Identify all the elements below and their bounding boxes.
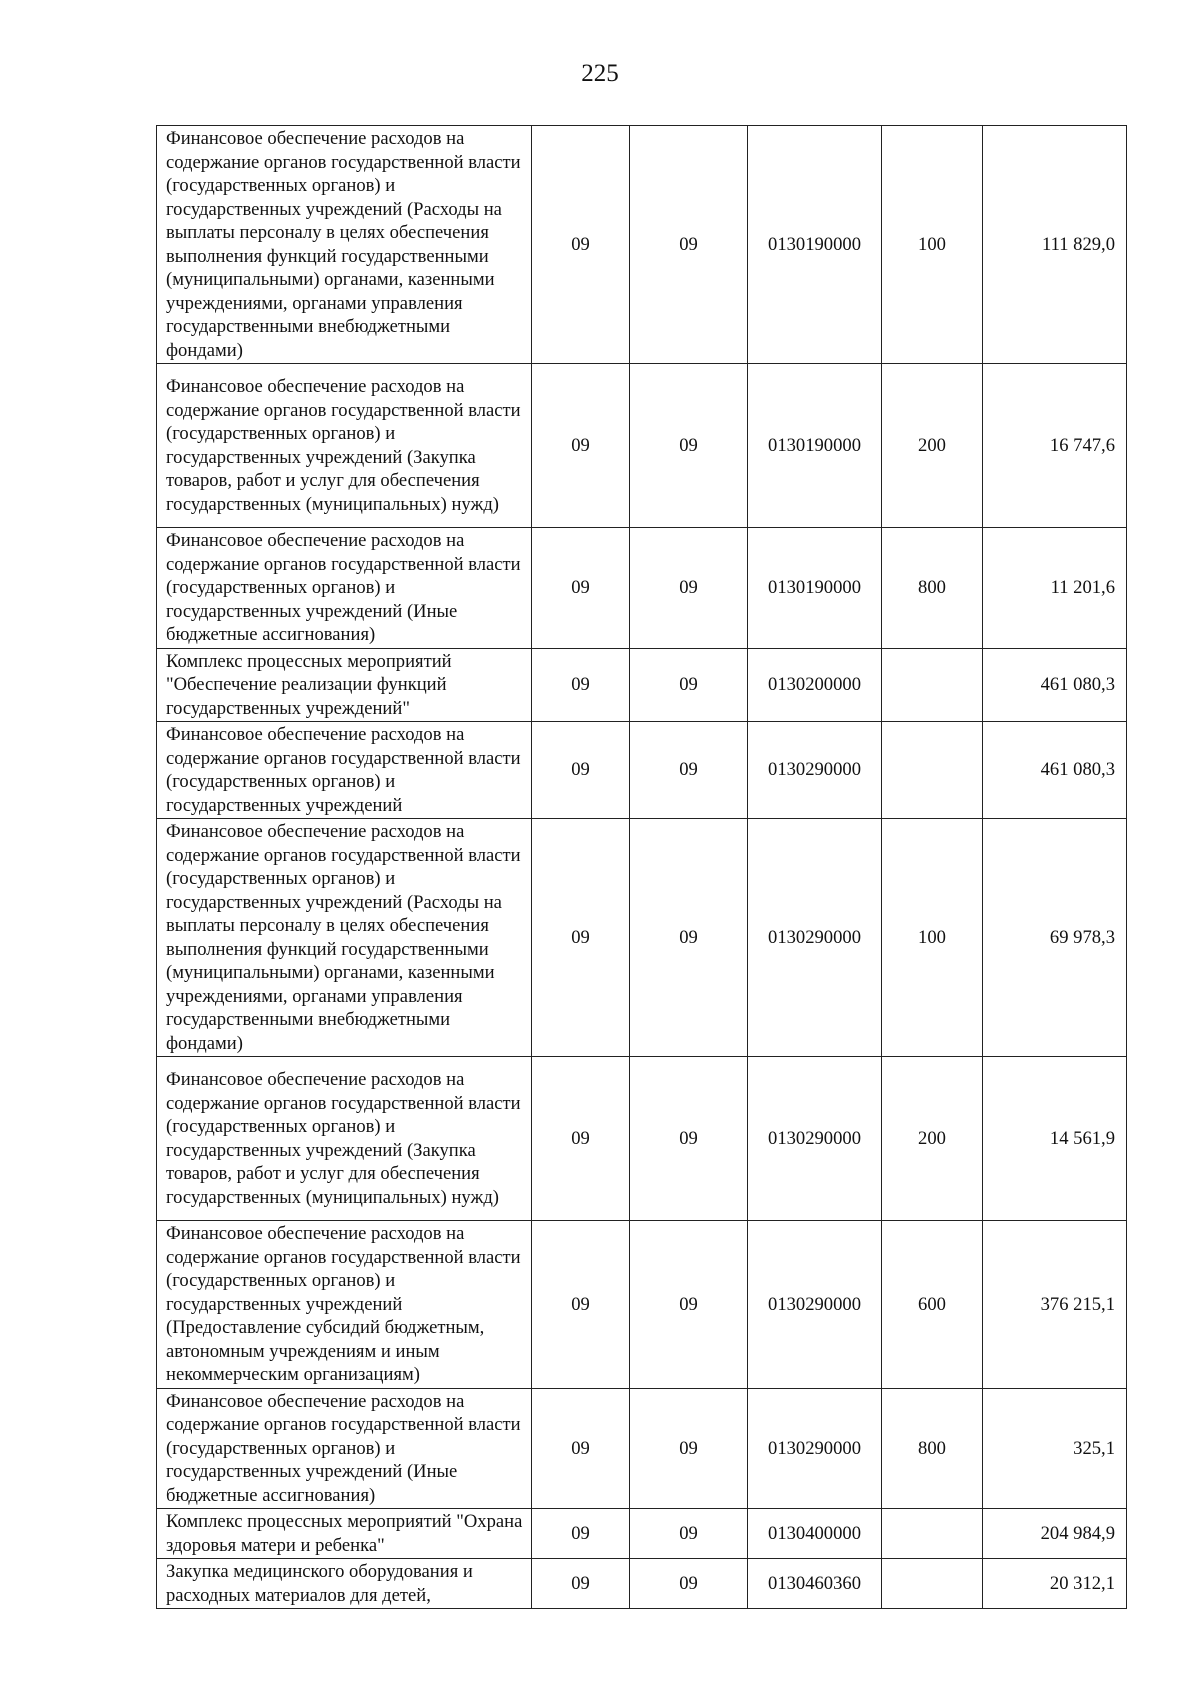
row-expense-type bbox=[882, 722, 983, 819]
row-section: 09 bbox=[532, 722, 630, 819]
row-amount: 16 747,6 bbox=[983, 364, 1127, 528]
row-target-code: 0130200000 bbox=[748, 648, 882, 722]
table-row bbox=[157, 1057, 1127, 1221]
row-description: Финансовое обеспечение расходов на содержание органов государственной власти (государственных органов) и государственных учреждений (Иные бюджетные ассигнования) bbox=[157, 1388, 532, 1509]
page-number: 225 bbox=[581, 60, 619, 87]
row-amount: 14 561,9 bbox=[983, 1057, 1127, 1221]
row-target-code: 0130460360 bbox=[748, 1559, 882, 1609]
row-subsection: 09 bbox=[630, 1221, 748, 1389]
row-subsection: 09 bbox=[630, 1559, 748, 1609]
row-subsection: 09 bbox=[630, 364, 748, 528]
row-description: Финансовое обеспечение расходов на содержание органов государственной власти (государственных органов) и государственных учреждений (Предоставление субсидий бюджетным, автономным учреждениям и иным некоммерческим организациям) bbox=[157, 1221, 532, 1389]
row-amount: 204 984,9 bbox=[983, 1509, 1127, 1559]
row-section: 09 bbox=[532, 1221, 630, 1389]
row-expense-type bbox=[882, 1559, 983, 1609]
row-amount: 461 080,3 bbox=[983, 648, 1127, 722]
row-expense-type: 100 bbox=[882, 126, 983, 364]
row-description: Финансовое обеспечение расходов на содержание органов государственной власти (государственных органов) и государственных учреждений (Иные бюджетные ассигнования) bbox=[157, 528, 532, 649]
table-row bbox=[157, 364, 1127, 528]
row-target-code: 0130400000 bbox=[748, 1509, 882, 1559]
table-row bbox=[157, 1559, 1127, 1609]
row-description: Финансовое обеспечение расходов на содержание органов государственной власти (государственных органов) и государственных учреждений (Расходы на выплаты персоналу в целях обеспечения выполнения функций государственными (муниципальными) органами, казенными учреждениями, органами управления государственными внебюджетными фондами) bbox=[157, 819, 532, 1057]
row-subsection: 09 bbox=[630, 528, 748, 649]
table-row bbox=[157, 1388, 1127, 1509]
row-subsection: 09 bbox=[630, 1388, 748, 1509]
row-target-code: 0130190000 bbox=[748, 126, 882, 364]
row-amount: 376 215,1 bbox=[983, 1221, 1127, 1389]
row-subsection: 09 bbox=[630, 722, 748, 819]
table-row bbox=[157, 1221, 1127, 1389]
row-target-code: 0130290000 bbox=[748, 722, 882, 819]
row-section: 09 bbox=[532, 1057, 630, 1221]
row-subsection: 09 bbox=[630, 1057, 748, 1221]
row-subsection: 09 bbox=[630, 1509, 748, 1559]
row-amount: 20 312,1 bbox=[983, 1559, 1127, 1609]
row-description: Закупка медицинского оборудования и расходных материалов для детей, bbox=[157, 1559, 532, 1609]
table-row bbox=[157, 648, 1127, 722]
row-target-code: 0130190000 bbox=[748, 364, 882, 528]
row-target-code: 0130290000 bbox=[748, 819, 882, 1057]
row-section: 09 bbox=[532, 648, 630, 722]
row-expense-type: 600 bbox=[882, 1221, 983, 1389]
row-amount: 11 201,6 bbox=[983, 528, 1127, 649]
row-target-code: 0130290000 bbox=[748, 1057, 882, 1221]
table-row bbox=[157, 819, 1127, 1057]
row-expense-type: 200 bbox=[882, 364, 983, 528]
row-expense-type: 200 bbox=[882, 1057, 983, 1221]
row-expense-type: 800 bbox=[882, 528, 983, 649]
row-target-code: 0130190000 bbox=[748, 528, 882, 649]
row-subsection: 09 bbox=[630, 126, 748, 364]
row-description: Финансовое обеспечение расходов на содержание органов государственной власти (государственных органов) и государственных учреждений (Расходы на выплаты персоналу в целях обеспечения выполнения функций государственными (муниципальными) органами, казенными учреждениями, органами управления государственными внебюджетными фондами) bbox=[157, 126, 532, 364]
table-row bbox=[157, 126, 1127, 364]
table-row bbox=[157, 722, 1127, 819]
table-row bbox=[157, 1509, 1127, 1559]
row-target-code: 0130290000 bbox=[748, 1388, 882, 1509]
table-row bbox=[157, 528, 1127, 649]
row-subsection: 09 bbox=[630, 819, 748, 1057]
row-description: Комплекс процессных мероприятий "Обеспечение реализации функций государственных учреждений" bbox=[157, 648, 532, 722]
row-expense-type: 800 bbox=[882, 1388, 983, 1509]
row-subsection: 09 bbox=[630, 648, 748, 722]
row-section: 09 bbox=[532, 126, 630, 364]
row-amount: 325,1 bbox=[983, 1388, 1127, 1509]
row-section: 09 bbox=[532, 1509, 630, 1559]
row-section: 09 bbox=[532, 364, 630, 528]
row-description: Финансовое обеспечение расходов на содержание органов государственной власти (государственных органов) и государственных учреждений (Закупка товаров, работ и услуг для обеспечения государственных (муниципальных) нужд) bbox=[157, 364, 532, 528]
row-description: Комплекс процессных мероприятий "Охрана здоровья матери и ребенка" bbox=[157, 1509, 532, 1559]
row-section: 09 bbox=[532, 1388, 630, 1509]
row-section: 09 bbox=[532, 528, 630, 649]
budget-table bbox=[156, 125, 1127, 1609]
row-description: Финансовое обеспечение расходов на содержание органов государственной власти (государственных органов) и государственных учреждений bbox=[157, 722, 532, 819]
row-expense-type bbox=[882, 648, 983, 722]
row-section: 09 bbox=[532, 819, 630, 1057]
row-expense-type bbox=[882, 1509, 983, 1559]
row-amount: 111 829,0 bbox=[983, 126, 1127, 364]
row-expense-type: 100 bbox=[882, 819, 983, 1057]
row-amount: 69 978,3 bbox=[983, 819, 1127, 1057]
row-description: Финансовое обеспечение расходов на содержание органов государственной власти (государственных органов) и государственных учреждений (Закупка товаров, работ и услуг для обеспечения государственных (муниципальных) нужд) bbox=[157, 1057, 532, 1221]
row-section: 09 bbox=[532, 1559, 630, 1609]
row-target-code: 0130290000 bbox=[748, 1221, 882, 1389]
row-amount: 461 080,3 bbox=[983, 722, 1127, 819]
